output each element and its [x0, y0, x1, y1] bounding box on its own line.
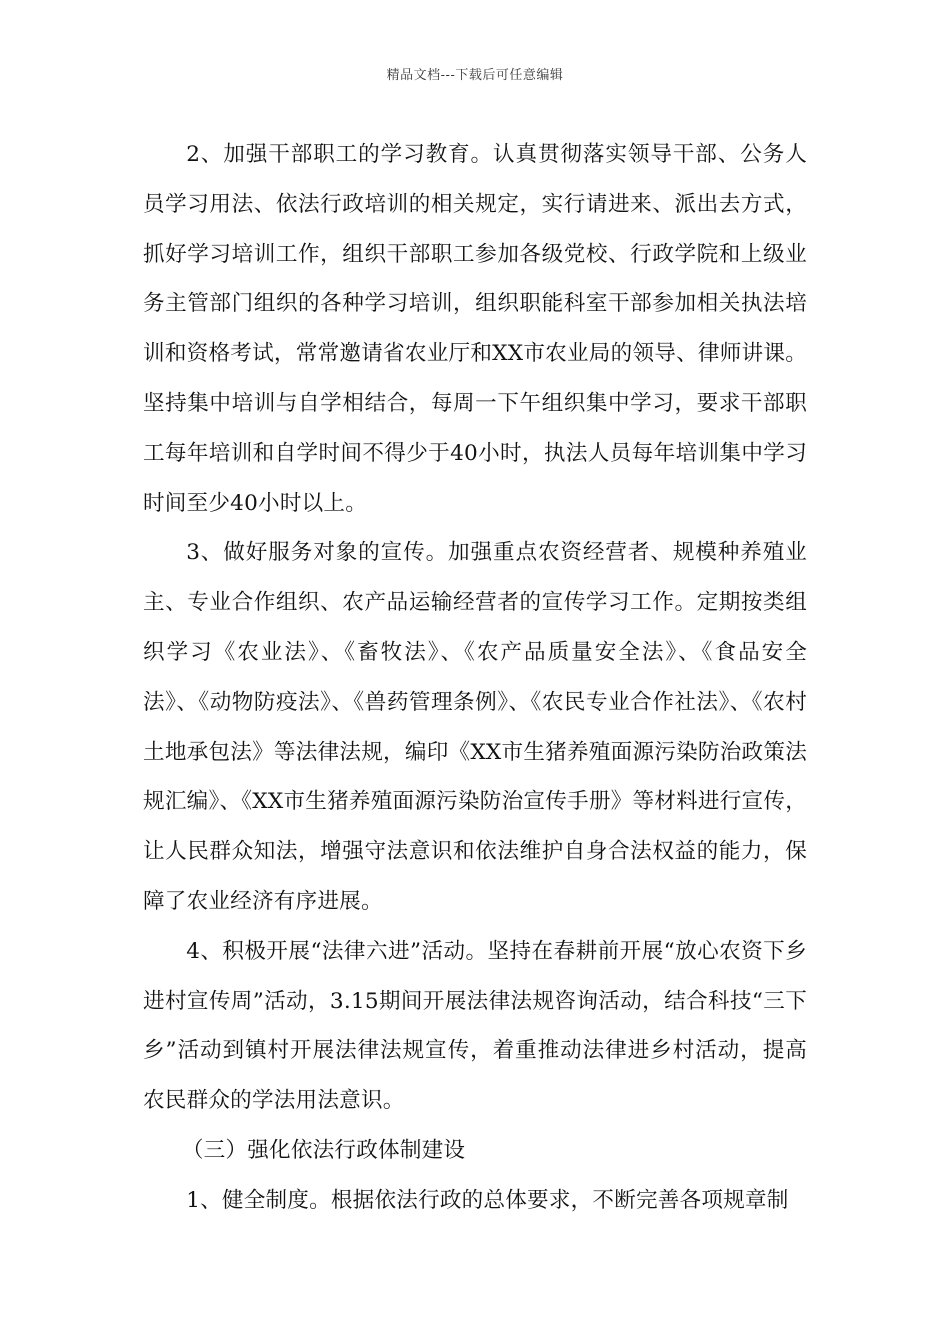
paragraph-law-activities: 4、积极开展“法律六进”活动。坚持在春耕前开展“放心农资下乡进村宣传周”活动，3.15期间开展法律法规咨询活动，结合科技“三下乡”活动到镇村开展法律法规宣传，着重推动法律进乡村活动，提高农民群众的学法用法意识。 — [143, 938, 807, 1114]
page-header: 精品文档---下载后可任意编辑 — [386, 68, 564, 83]
paragraph-publicity: 3、做好服务对象的宣传。加强重点农资经营者、规模种养殖业主、专业合作组织、农产品运输经营者的宣传学习工作。定期按类组织学习《农业法》、《畜牧法》、《农产品质量安全法》、《食品安全法》、《动物防疫法》、《兽药管理条例》、《农民专业合作社法》、《农村土地承包法》等法律法规，编印《XX市生猪养殖面源污染防治政策法规汇编》、《XX市生猪养殖面源污染防治宣传手册》等材料进行宣传，让人民群众知法，增强守法意识和依法维护自身合法权益的能力，保障了农业经济有序进展。 — [143, 540, 807, 914]
paragraph-institutions: 1、健全制度。根据依法行政的总体要求，不断完善各项规章制 — [186, 1187, 789, 1213]
document-body — [143, 130, 807, 1226]
section-heading: （三）强化依法行政体制建设 — [181, 1137, 466, 1163]
paragraph-training: 2、加强干部职工的学习教育。认真贯彻落实领导干部、公务人员学习用法、依法行政培训的相关规定，实行请进来、派出去方式，抓好学习培训工作，组织干部职工参加各级党校、行政学院和上级业务主管部门组织的各种学习培训，组织职能科室干部参加相关执法培训和资格考试，常常邀请省农业厅和XX市农业局的领导、律师讲课。坚持集中培训与自学相结合，每周一下午组织集中学习，要求干部职工每年培训和自学时间不得少于40小时，执法人员每年培训集中学习时间至少40小时以上。 — [143, 142, 807, 516]
